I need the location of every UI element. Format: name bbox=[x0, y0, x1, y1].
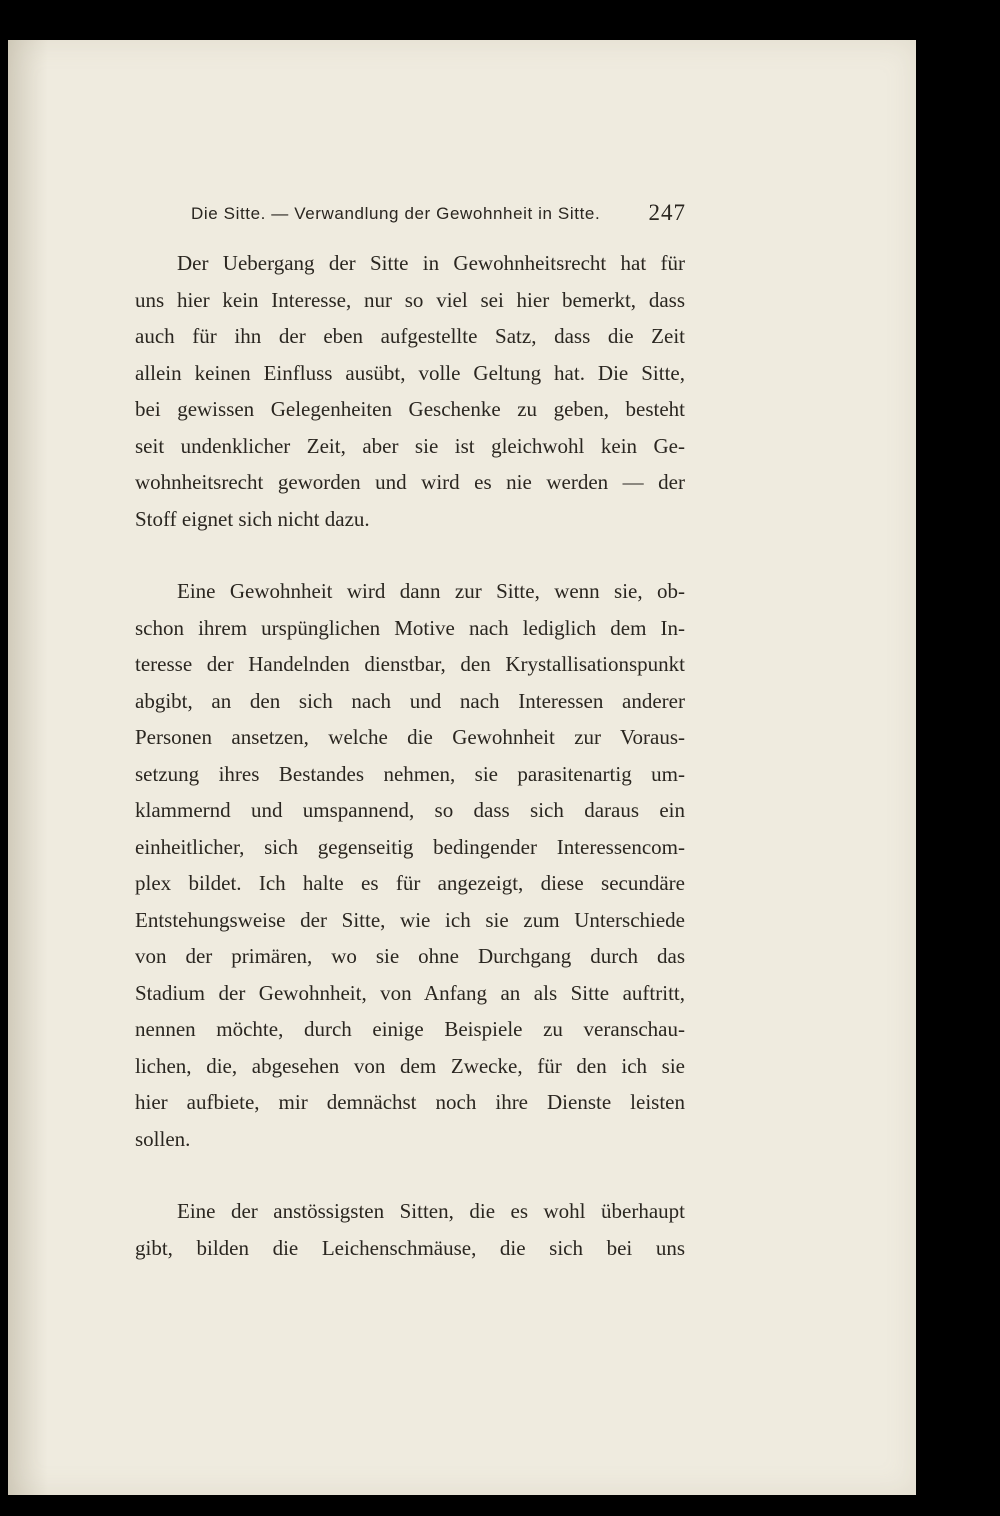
spine-shadow bbox=[8, 40, 48, 1495]
text-line: nennen möchte, durch einige Beispiele zu veranschau- bbox=[135, 1017, 685, 1041]
text-line: klammernd und umspannend, so dass sich daraus ein bbox=[135, 798, 685, 822]
text-line: wohnheitsrecht geworden und wird es nie werden — der bbox=[135, 470, 685, 494]
text-line: Eine der anstössigsten Sitten, die es wohl überhaupt bbox=[177, 1199, 685, 1223]
paragraph-3 bbox=[135, 1193, 685, 1266]
text-line: Eine Gewohnheit wird dann zur Sitte, wenn sie, ob- bbox=[177, 579, 685, 603]
text-line: uns hier kein Interesse, nur so viel sei hier bemerkt, dass bbox=[135, 287, 685, 312]
text-line: sollen. bbox=[135, 1126, 191, 1151]
text-line: bei gewissen Gelegenheiten Geschenke zu geben, besteht bbox=[135, 397, 685, 421]
running-head bbox=[191, 200, 686, 230]
text-line: plex bildet. Ich halte es für angezeigt, diese secundäre bbox=[135, 871, 685, 895]
text-line: abgibt, an den sich nach und nach Interessen anderer bbox=[135, 688, 685, 713]
paragraph-1 bbox=[135, 245, 685, 537]
text-line: von der primären, wo sie ohne Durchgang durch das bbox=[135, 944, 685, 968]
text-line: schon ihrem urspünglichen Motive nach lediglich dem In- bbox=[135, 615, 685, 640]
text-line: seit undenklicher Zeit, aber sie ist gleichwohl kein Ge- bbox=[135, 433, 685, 458]
text-line: Entstehungsweise der Sitte, wie ich sie zum Unterschiede bbox=[135, 907, 685, 932]
book-page bbox=[8, 40, 916, 1495]
text-line: Stoff eignet sich nicht dazu. bbox=[135, 506, 370, 531]
text-line: einheitlicher, sich gegenseitig bedingender Interessencom- bbox=[135, 834, 685, 859]
page-number: 247 bbox=[648, 200, 686, 225]
text-line: Der Uebergang der Sitte in Gewohnheitsrecht hat für bbox=[177, 251, 685, 275]
paragraph-gap bbox=[135, 1157, 685, 1193]
body-text bbox=[135, 245, 685, 1266]
text-line: auch für ihn der eben aufgestellte Satz, dass die Zeit bbox=[135, 324, 685, 348]
text-line: lichen, die, abgesehen von dem Zwecke, für den ich sie bbox=[135, 1053, 685, 1078]
text-line: setzung ihres Bestandes nehmen, sie parasitenartig um- bbox=[135, 761, 685, 786]
running-head-title: Die Sitte. — Verwandlung der Gewohnheit in Sitte. bbox=[191, 204, 601, 223]
text-line: hier aufbiete, mir demnächst noch ihre Dienste leisten bbox=[135, 1090, 685, 1114]
text-line: Personen ansetzen, welche die Gewohnheit zur Voraus- bbox=[135, 725, 685, 749]
paragraph-2 bbox=[135, 573, 685, 1157]
text-line: gibt, bilden die Leichenschmäuse, die sich bei uns bbox=[135, 1235, 685, 1260]
text-line: allein keinen Einfluss ausübt, volle Geltung hat. Die Sitte, bbox=[135, 360, 685, 385]
text-line: teresse der Handelnden dienstbar, den Krystallisationspunkt bbox=[135, 652, 685, 676]
text-line: Stadium der Gewohnheit, von Anfang an als Sitte auftritt, bbox=[135, 980, 685, 1005]
paragraph-gap bbox=[135, 537, 685, 573]
